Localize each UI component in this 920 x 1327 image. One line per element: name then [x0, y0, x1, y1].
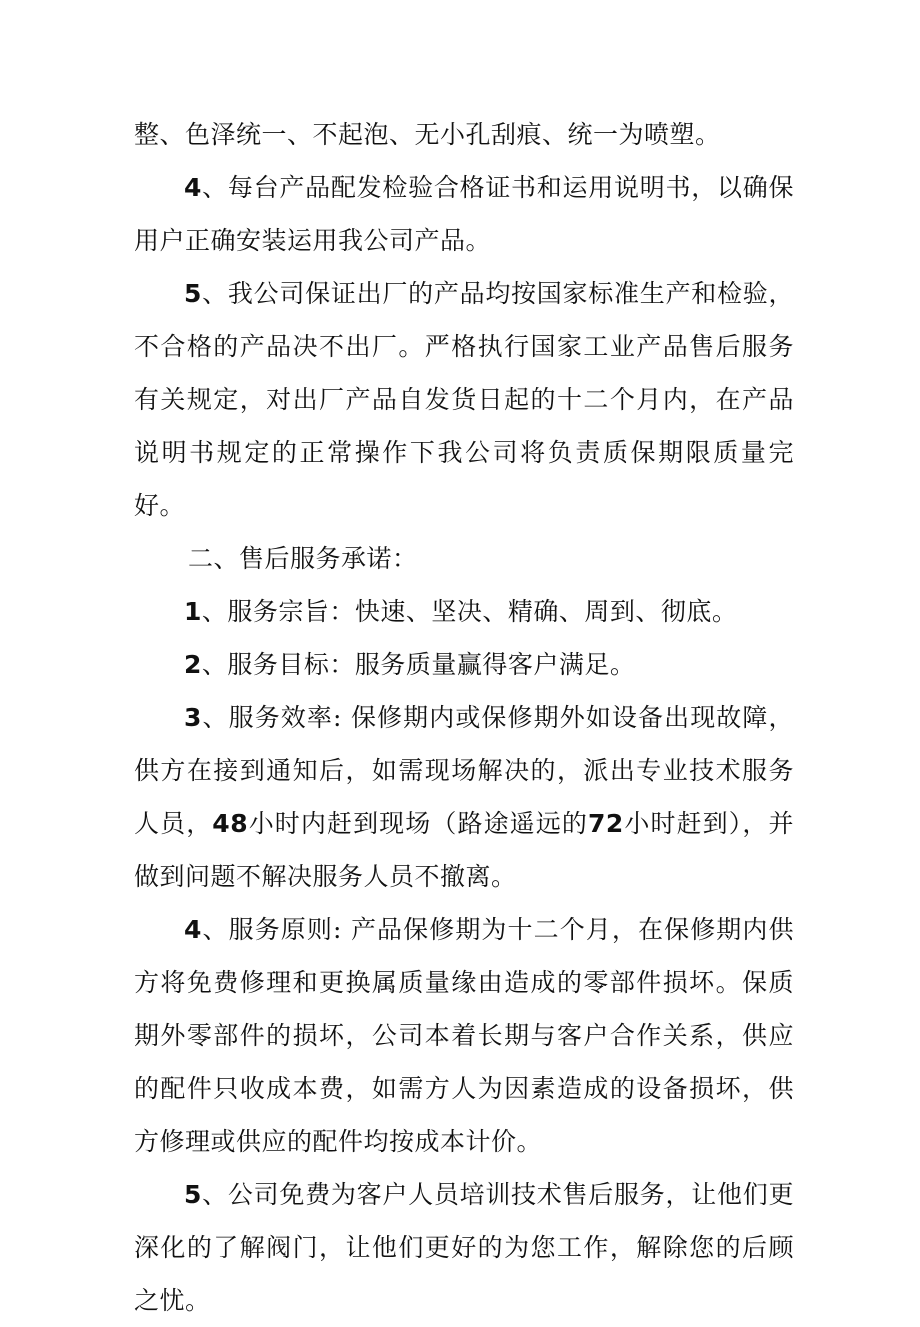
paragraph-item-4-certificate: [134, 161, 794, 267]
paragraph-item-5-quality: [134, 267, 794, 532]
paragraph-continuation: [134, 108, 794, 161]
paragraph-item-3-efficiency: [134, 691, 794, 903]
paragraph-text: 、服务效率: 保修期内或保修期外如设备出现故障，供方在接到通知后，如需现场解决的，派出专业技术服务人员，: [134, 703, 794, 838]
section-heading-text: 二、售后服务承诺：: [188, 544, 418, 573]
paragraph-item-4-principle: [134, 903, 794, 1168]
item-number: 1: [184, 597, 202, 626]
item-number: 4: [184, 915, 202, 944]
paragraph-text: 、公司免费为客户人员培训技术售后服务，让他们更深化的了解阀门，让他们更好的为您工作，解除您的后顾之忧。: [134, 1180, 794, 1315]
paragraph-text: 、我公司保证出厂的产品均按国家标准生产和检验，不合格的产品决不出厂。严格执行国家工业产品售后服务有关规定，对出厂产品自发货日起的十二个月内，在产品说明书规定的正常操作下我公司将负责质保期限质量完好。: [134, 279, 794, 520]
paragraph-item-1-purpose: [134, 585, 794, 638]
item-number: 4: [184, 173, 202, 202]
hours-number: 48: [212, 809, 249, 838]
section-heading-after-sales: [134, 532, 794, 585]
document-body: [134, 108, 794, 1327]
item-number: 5: [184, 279, 202, 308]
paragraph-text: 整、色泽统一、不起泡、无小孔刮痕、统一为喷塑。: [134, 120, 721, 149]
paragraph-text: 、每台产品配发检验合格证书和运用说明书，以确保用户正确安装运用我公司产品。: [134, 173, 794, 255]
paragraph-item-5-training: [134, 1168, 794, 1327]
paragraph-text: 、服务原则: 产品保修期为十二个月，在保修期内供方将免费修理和更换属质量缘由造成的零部件损坏。保质期外零部件的损坏，公司本着长期与客户合作关系，供应的配件只收成本费，如需方人为因素造成的设备损坏，供方修理或供应的配件均按成本计价。: [134, 915, 794, 1156]
paragraph-text: 、服务目标：服务质量赢得客户满足。: [201, 650, 636, 679]
item-number: 2: [184, 650, 202, 679]
paragraph-item-2-goal: [134, 638, 794, 691]
paragraph-text: 小时内赶到现场（路途遥远的: [248, 809, 588, 838]
paragraph-text: 、服务宗旨：快速、坚决、精确、周到、彻底。: [201, 597, 738, 626]
item-number: 3: [184, 703, 202, 732]
paragraph-text: 小时赶到），并做到问题不解决服务人员不撤离。: [134, 809, 794, 891]
hours-number: 72: [587, 809, 624, 838]
item-number: 5: [184, 1180, 202, 1209]
